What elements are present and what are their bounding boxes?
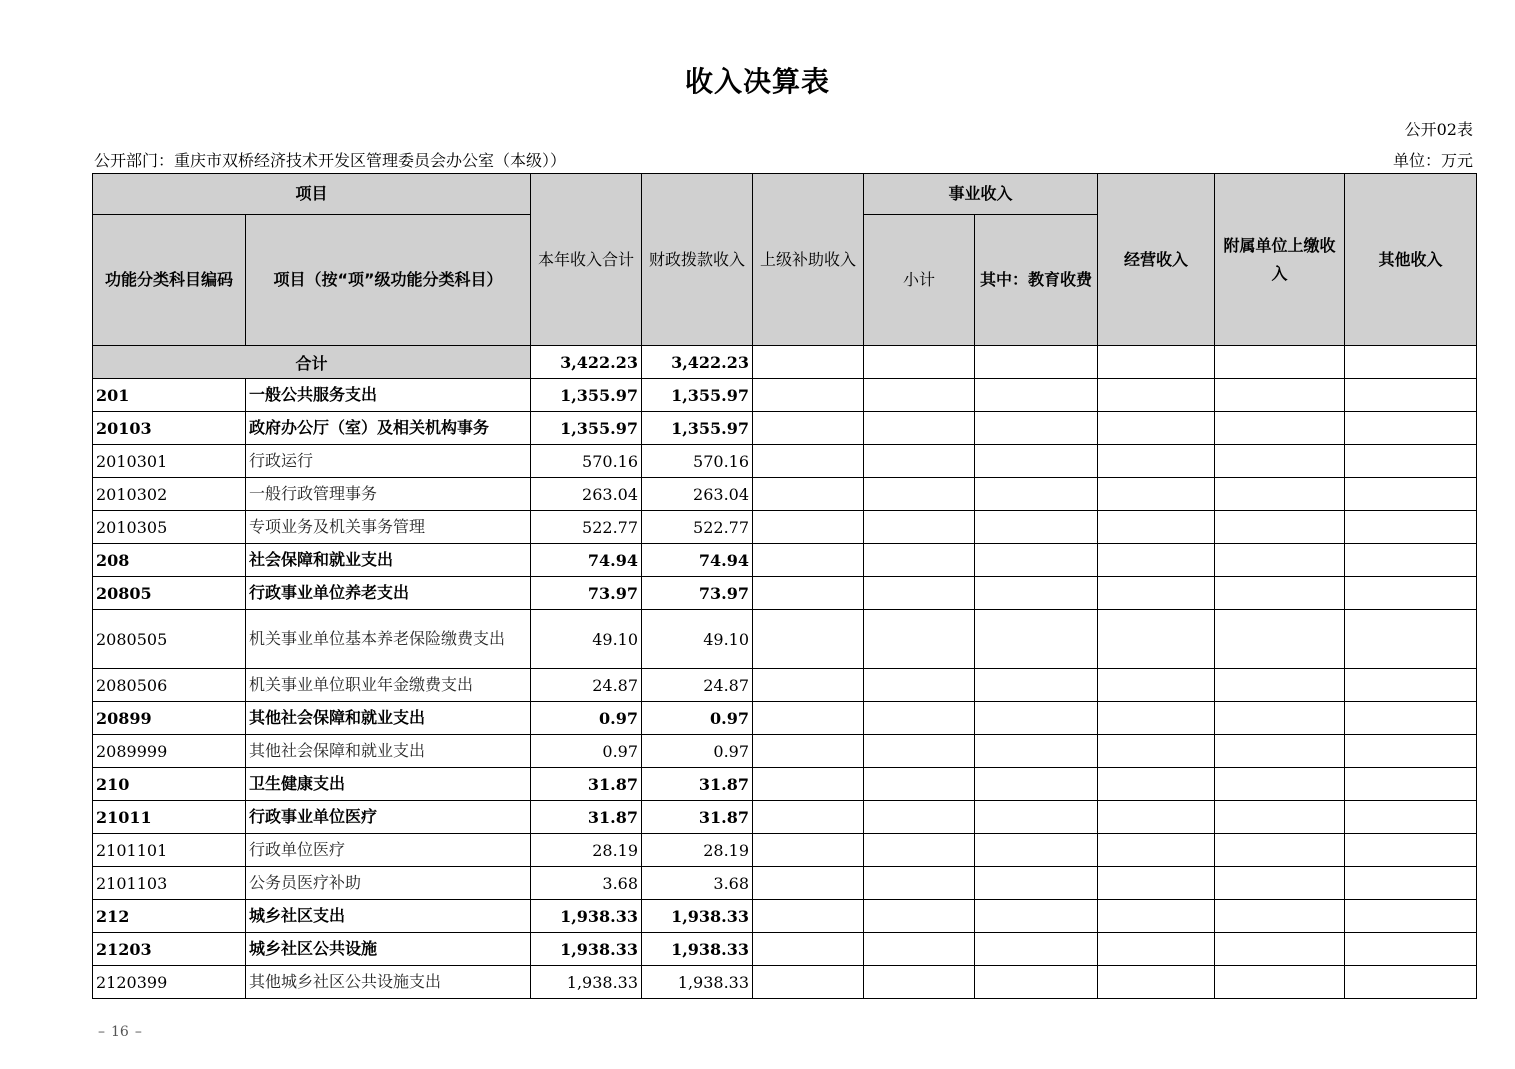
- table-row: [93, 511, 1477, 544]
- total-income-cell: 28.19: [531, 834, 642, 867]
- empty-cell: [1345, 834, 1477, 867]
- table-row: [93, 867, 1477, 900]
- empty-cell: [864, 379, 975, 412]
- total-income-cell: 24.87: [531, 669, 642, 702]
- empty-cell: [1345, 445, 1477, 478]
- empty-cell: [1098, 933, 1215, 966]
- empty-cell: [975, 478, 1098, 511]
- code-cell: 2010302: [93, 478, 246, 511]
- header-affiliated: 附属单位上缴收入: [1215, 174, 1345, 346]
- empty-cell: [864, 768, 975, 801]
- table-row: [93, 478, 1477, 511]
- empty-cell: [1345, 511, 1477, 544]
- name-cell: 行政单位医疗: [246, 834, 531, 867]
- total-income-cell: 1,355.97: [531, 379, 642, 412]
- empty-cell: [753, 412, 864, 445]
- empty-cell: [1215, 544, 1345, 577]
- empty-cell: [1098, 867, 1215, 900]
- total-income-cell: 1,355.97: [531, 412, 642, 445]
- name-cell: 一般行政管理事务: [246, 478, 531, 511]
- empty-cell: [1345, 346, 1477, 379]
- header-superior: 上级补助收入: [753, 174, 864, 346]
- empty-cell: [1345, 379, 1477, 412]
- fiscal-cell: 31.87: [642, 801, 753, 834]
- empty-cell: [1098, 511, 1215, 544]
- code-cell: 212: [93, 900, 246, 933]
- table-row: [93, 933, 1477, 966]
- total-income-cell: 0.97: [531, 702, 642, 735]
- empty-cell: [1345, 867, 1477, 900]
- empty-cell: [1215, 933, 1345, 966]
- empty-cell: [975, 966, 1098, 999]
- header-operating: 经营收入: [1098, 174, 1215, 346]
- fiscal-cell: 522.77: [642, 511, 753, 544]
- empty-cell: [753, 702, 864, 735]
- fiscal-cell: 28.19: [642, 834, 753, 867]
- header-business-income: 事业收入: [864, 174, 1098, 215]
- empty-cell: [1345, 577, 1477, 610]
- total-fiscal-cell: 3,422.23: [642, 346, 753, 379]
- header-row-1: [93, 174, 1477, 215]
- empty-cell: [753, 610, 864, 669]
- department-label: 公开部门：重庆市双桥经济技术开发区管理委员会办公室（本级））: [94, 151, 567, 170]
- empty-cell: [1215, 379, 1345, 412]
- name-cell: 行政运行: [246, 445, 531, 478]
- empty-cell: [1215, 867, 1345, 900]
- empty-cell: [1098, 577, 1215, 610]
- empty-cell: [975, 346, 1098, 379]
- name-cell: 机关事业单位职业年金缴费支出: [246, 669, 531, 702]
- total-income-cell: 1,938.33: [531, 933, 642, 966]
- total-income-cell: 1,938.33: [531, 900, 642, 933]
- total-income-cell: 31.87: [531, 768, 642, 801]
- empty-cell: [864, 412, 975, 445]
- empty-cell: [1098, 900, 1215, 933]
- total-income-cell: 522.77: [531, 511, 642, 544]
- code-cell: 2080505: [93, 610, 246, 669]
- empty-cell: [753, 801, 864, 834]
- header-project: 项目: [93, 174, 531, 215]
- empty-cell: [975, 867, 1098, 900]
- empty-cell: [1098, 669, 1215, 702]
- empty-cell: [753, 478, 864, 511]
- fiscal-cell: 263.04: [642, 478, 753, 511]
- empty-cell: [1215, 610, 1345, 669]
- header-education-fee: 其中：教育收费: [975, 215, 1098, 346]
- empty-cell: [1345, 966, 1477, 999]
- total-income-cell: 0.97: [531, 735, 642, 768]
- empty-cell: [864, 445, 975, 478]
- empty-cell: [1215, 966, 1345, 999]
- empty-cell: [753, 445, 864, 478]
- header-total-income: 本年收入合计: [531, 174, 642, 346]
- empty-cell: [1345, 610, 1477, 669]
- empty-cell: [975, 801, 1098, 834]
- fiscal-cell: 24.87: [642, 669, 753, 702]
- code-cell: 2010305: [93, 511, 246, 544]
- empty-cell: [1345, 478, 1477, 511]
- empty-cell: [1345, 900, 1477, 933]
- empty-cell: [1215, 346, 1345, 379]
- empty-cell: [975, 544, 1098, 577]
- empty-cell: [975, 445, 1098, 478]
- table-row: [93, 544, 1477, 577]
- total-income-cell: 263.04: [531, 478, 642, 511]
- fiscal-cell: 31.87: [642, 768, 753, 801]
- empty-cell: [1345, 933, 1477, 966]
- total-income-cell: 3.68: [531, 867, 642, 900]
- empty-cell: [1345, 669, 1477, 702]
- name-cell: 城乡社区支出: [246, 900, 531, 933]
- empty-cell: [753, 834, 864, 867]
- name-cell: 专项业务及机关事务管理: [246, 511, 531, 544]
- code-cell: 2101103: [93, 867, 246, 900]
- code-cell: 2080506: [93, 669, 246, 702]
- name-cell: 其他社会保障和就业支出: [246, 702, 531, 735]
- empty-cell: [1098, 478, 1215, 511]
- empty-cell: [1098, 834, 1215, 867]
- code-cell: 2089999: [93, 735, 246, 768]
- empty-cell: [864, 900, 975, 933]
- empty-cell: [864, 702, 975, 735]
- form-number: 公开02表: [1404, 120, 1473, 139]
- header-name: 项目（按“项”级功能分类科目）: [246, 215, 531, 346]
- empty-cell: [864, 834, 975, 867]
- empty-cell: [1098, 768, 1215, 801]
- code-cell: 20899: [93, 702, 246, 735]
- total-income-cell: 3,422.23: [531, 346, 642, 379]
- empty-cell: [753, 900, 864, 933]
- fiscal-cell: 1,355.97: [642, 379, 753, 412]
- empty-cell: [753, 346, 864, 379]
- empty-cell: [975, 669, 1098, 702]
- empty-cell: [1215, 669, 1345, 702]
- empty-cell: [1098, 412, 1215, 445]
- table-row: [93, 577, 1477, 610]
- fiscal-cell: 570.16: [642, 445, 753, 478]
- empty-cell: [1098, 702, 1215, 735]
- empty-cell: [975, 768, 1098, 801]
- empty-cell: [1215, 900, 1345, 933]
- empty-cell: [753, 379, 864, 412]
- empty-cell: [753, 768, 864, 801]
- fiscal-cell: 73.97: [642, 577, 753, 610]
- table-row: [93, 412, 1477, 445]
- empty-cell: [975, 900, 1098, 933]
- empty-cell: [1098, 346, 1215, 379]
- code-cell: 20103: [93, 412, 246, 445]
- empty-cell: [975, 511, 1098, 544]
- empty-cell: [1098, 966, 1215, 999]
- empty-cell: [1098, 610, 1215, 669]
- empty-cell: [1215, 445, 1345, 478]
- code-cell: 2101101: [93, 834, 246, 867]
- total-income-cell: 31.87: [531, 801, 642, 834]
- name-cell: 社会保障和就业支出: [246, 544, 531, 577]
- empty-cell: [864, 511, 975, 544]
- empty-cell: [1215, 735, 1345, 768]
- empty-cell: [1215, 834, 1345, 867]
- name-cell: 行政事业单位医疗: [246, 801, 531, 834]
- page-title: 收入决算表: [684, 65, 830, 98]
- code-cell: 210: [93, 768, 246, 801]
- empty-cell: [1345, 735, 1477, 768]
- table-row: [93, 966, 1477, 999]
- empty-cell: [1098, 379, 1215, 412]
- table-row: [93, 801, 1477, 834]
- fiscal-cell: 1,355.97: [642, 412, 753, 445]
- empty-cell: [753, 867, 864, 900]
- empty-cell: [1345, 702, 1477, 735]
- empty-cell: [975, 933, 1098, 966]
- empty-cell: [975, 702, 1098, 735]
- table-row: [93, 735, 1477, 768]
- empty-cell: [975, 735, 1098, 768]
- name-cell: 城乡社区公共设施: [246, 933, 531, 966]
- table-row: [93, 379, 1477, 412]
- empty-cell: [753, 544, 864, 577]
- empty-cell: [753, 669, 864, 702]
- code-cell: 208: [93, 544, 246, 577]
- empty-cell: [864, 478, 975, 511]
- fiscal-cell: 0.97: [642, 735, 753, 768]
- empty-cell: [1098, 801, 1215, 834]
- empty-cell: [1215, 577, 1345, 610]
- empty-cell: [753, 966, 864, 999]
- empty-cell: [864, 669, 975, 702]
- empty-cell: [1215, 801, 1345, 834]
- empty-cell: [1215, 768, 1345, 801]
- code-cell: 2120399: [93, 966, 246, 999]
- empty-cell: [1215, 511, 1345, 544]
- name-cell: 机关事业单位基本养老保险缴费支出: [246, 610, 531, 669]
- code-cell: 21011: [93, 801, 246, 834]
- fiscal-cell: 0.97: [642, 702, 753, 735]
- code-cell: 201: [93, 379, 246, 412]
- empty-cell: [864, 544, 975, 577]
- empty-cell: [1345, 412, 1477, 445]
- total-label: 合计: [93, 346, 531, 379]
- empty-cell: [753, 933, 864, 966]
- empty-cell: [864, 346, 975, 379]
- empty-cell: [1345, 768, 1477, 801]
- empty-cell: [1345, 544, 1477, 577]
- total-income-cell: 49.10: [531, 610, 642, 669]
- empty-cell: [864, 933, 975, 966]
- table-row: [93, 702, 1477, 735]
- header-other: 其他收入: [1345, 174, 1477, 346]
- table-row: [93, 768, 1477, 801]
- header-subtotal: 小计: [864, 215, 975, 346]
- empty-cell: [864, 735, 975, 768]
- empty-cell: [1098, 735, 1215, 768]
- empty-cell: [1098, 544, 1215, 577]
- code-cell: 21203: [93, 933, 246, 966]
- income-table: [92, 173, 1477, 999]
- unit-label: 单位：万元: [1392, 151, 1473, 170]
- fiscal-cell: 1,938.33: [642, 933, 753, 966]
- empty-cell: [753, 511, 864, 544]
- name-cell: 其他社会保障和就业支出: [246, 735, 531, 768]
- empty-cell: [975, 834, 1098, 867]
- empty-cell: [975, 412, 1098, 445]
- empty-cell: [1215, 478, 1345, 511]
- empty-cell: [864, 610, 975, 669]
- name-cell: 卫生健康支出: [246, 768, 531, 801]
- table-row: [93, 669, 1477, 702]
- fiscal-cell: 1,938.33: [642, 900, 753, 933]
- empty-cell: [975, 610, 1098, 669]
- fiscal-cell: 74.94: [642, 544, 753, 577]
- name-cell: 政府办公厅（室）及相关机构事务: [246, 412, 531, 445]
- code-cell: 20805: [93, 577, 246, 610]
- total-income-cell: 570.16: [531, 445, 642, 478]
- page-number: – 16 –: [98, 1024, 142, 1040]
- table-row: [93, 445, 1477, 478]
- table-row: [93, 610, 1477, 669]
- header-code: 功能分类科目编码: [93, 215, 246, 346]
- table-row: [93, 900, 1477, 933]
- empty-cell: [864, 867, 975, 900]
- total-income-cell: 1,938.33: [531, 966, 642, 999]
- empty-cell: [864, 801, 975, 834]
- empty-cell: [1215, 412, 1345, 445]
- fiscal-cell: 3.68: [642, 867, 753, 900]
- empty-cell: [1215, 702, 1345, 735]
- name-cell: 行政事业单位养老支出: [246, 577, 531, 610]
- code-cell: 2010301: [93, 445, 246, 478]
- empty-cell: [975, 577, 1098, 610]
- empty-cell: [753, 735, 864, 768]
- total-row: [93, 346, 1477, 379]
- total-income-cell: 74.94: [531, 544, 642, 577]
- empty-cell: [753, 577, 864, 610]
- empty-cell: [864, 966, 975, 999]
- total-income-cell: 73.97: [531, 577, 642, 610]
- name-cell: 一般公共服务支出: [246, 379, 531, 412]
- empty-cell: [975, 379, 1098, 412]
- empty-cell: [1098, 445, 1215, 478]
- name-cell: 公务员医疗补助: [246, 867, 531, 900]
- table-row: [93, 834, 1477, 867]
- empty-cell: [864, 577, 975, 610]
- name-cell: 其他城乡社区公共设施支出: [246, 966, 531, 999]
- fiscal-cell: 49.10: [642, 610, 753, 669]
- header-fiscal: 财政拨款收入: [642, 174, 753, 346]
- fiscal-cell: 1,938.33: [642, 966, 753, 999]
- empty-cell: [1345, 801, 1477, 834]
